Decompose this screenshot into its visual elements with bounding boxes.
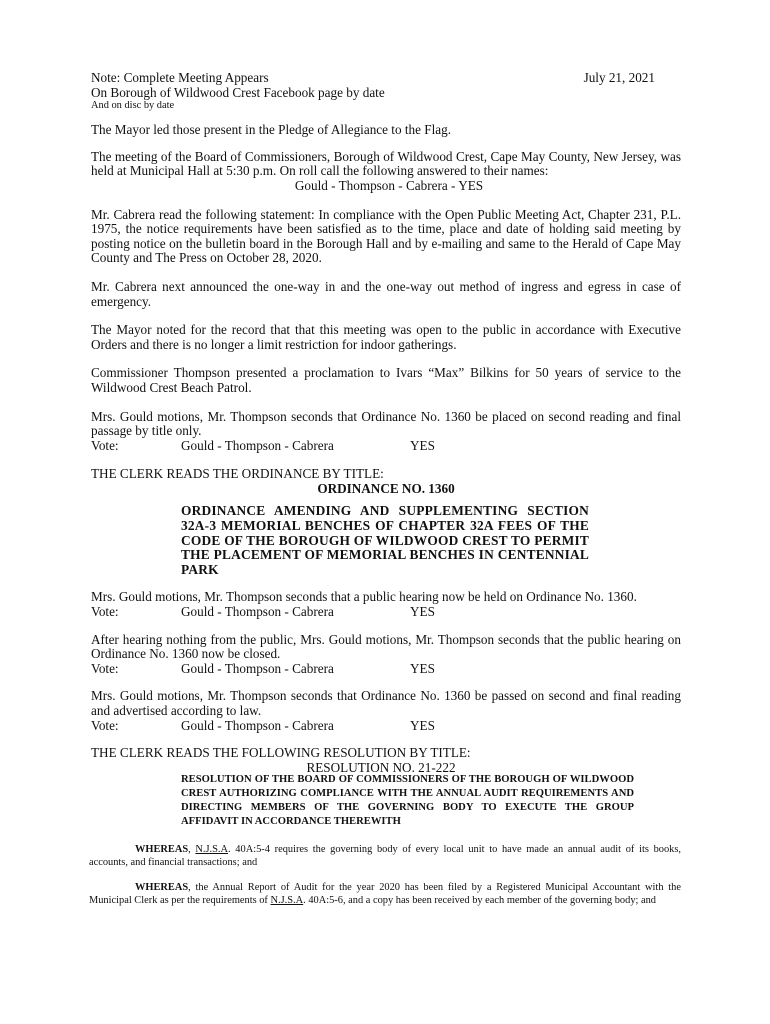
vote-label: Vote: <box>91 717 119 733</box>
header-disc-note: And on disc by date <box>91 100 175 112</box>
motion-second-reading: Mrs. Gould motions, Mr. Thompson seconds that Ordinance No. 1360 be placed on second reading and final passage by title only. <box>91 408 681 439</box>
whereas-lead: WHEREAS <box>135 881 189 893</box>
statute-citation: N.J.S.A <box>270 895 304 907</box>
vote-result: YES <box>410 660 435 676</box>
pledge-paragraph: The Mayor led those present in the Pledge of Allegiance to the Flag. <box>91 122 451 138</box>
motion-close-hearing: After hearing nothing from the public, Mrs. Gould motions, Mr. Thompson seconds that the public hearing on Ordinance No. 1360 now be closed. <box>91 631 681 662</box>
clerk-reads-resolution: THE CLERK READS THE FOLLOWING RESOLUTION BY TITLE: <box>91 745 471 761</box>
egress-paragraph: Mr. Cabrera next announced the one-way in and the one-way out method of ingress and egress in case of emergency. <box>91 278 681 309</box>
vote-names: Gould - Thompson - Cabrera <box>181 437 334 453</box>
vote-result: YES <box>410 604 435 620</box>
proclamation-paragraph: Commissioner Thompson presented a proclamation to Ivars “Max” Bilkins for 50 years of service to the Wildwood Crest Beach Patrol. <box>91 365 681 395</box>
vote-row <box>91 662 681 677</box>
resolution-title: RESOLUTION OF THE BOARD OF COMMISSIONERS OF THE BOROUGH OF WILDWOOD CREST AUTHORIZING COMPLIANCE WITH THE ANNUAL AUDIT REQUIREMENTS AND DIRECTING MEMBERS OF THE GOVERNING BODY TO EXECUTE THE GROUP AFFIDAVIT IN ACCORDANCE THEREWITH <box>181 774 634 827</box>
vote-row <box>91 605 681 620</box>
whereas-paragraph-2: WHEREAS, the Annual Report of Audit for the year 2020 has been filed by a Registered Municipal Accountant with the Municipal Clerk as per the requirements of N.J.S.A. 40A:5-6, and a copy has been received by each member of the governing body; and <box>89 881 681 907</box>
ordinance-title: ORDINANCE AMENDING AND SUPPLEMENTING SECTION 32A-3 MEMORIAL BENCHES OF CHAPTER 32A FEES OF THE CODE OF THE BOROUGH OF WILDWOOD CREST TO PERMIT THE PLACEMENT OF MEMORIAL BENCHES IN CENTENNIAL PARK <box>181 503 589 577</box>
vote-label: Vote: <box>91 437 119 453</box>
motion-final-passage: Mrs. Gould motions, Mr. Thompson seconds that Ordinance No. 1360 be passed on second and final reading and advertised according to law. <box>91 688 681 718</box>
statement-paragraph: Mr. Cabrera read the following statement: In compliance with the Open Public Meeting Act, Chapter 231, P.L. 1975, the notice requirements have been satisfied as to the time, place and date of holding said meeting by posting notice on the bulletin board in the Borough Hall and by e-mailing and same to the Herald of Cape May County and The Press on October 28, 2020. <box>91 206 681 266</box>
vote-row <box>91 439 681 454</box>
vote-names: Gould - Thompson - Cabrera <box>181 660 334 676</box>
document-page <box>91 71 681 907</box>
statute-citation: N.J.S.A <box>195 843 229 855</box>
motion-public-hearing: Mrs. Gould motions, Mr. Thompson seconds that a public hearing now be held on Ordinance No. 1360. <box>91 589 637 605</box>
header-facebook-note: On Borough of Wildwood Crest Facebook page by date <box>91 84 385 100</box>
resolution-number: RESOLUTION NO. 21-222 <box>306 759 456 775</box>
header-row <box>91 71 681 86</box>
vote-names: Gould - Thompson - Cabrera <box>181 604 334 620</box>
roll-call: Gould - Thompson - Cabrera - YES <box>294 177 484 193</box>
ordinance-number: ORDINANCE NO. 1360 <box>317 480 455 496</box>
header-note: Note: Complete Meeting Appears <box>91 70 269 85</box>
vote-label: Vote: <box>91 660 119 676</box>
whereas-lead: WHEREAS <box>135 843 189 855</box>
vote-names: Gould - Thompson - Cabrera <box>181 717 334 733</box>
vote-row <box>91 719 681 734</box>
open-public-paragraph: The Mayor noted for the record that that this meeting was open to the public in accordance with Executive Orders and there is no longer a limit restriction for indoor gatherings. <box>91 322 681 352</box>
clerk-reads-ordinance: THE CLERK READS THE ORDINANCE BY TITLE: <box>91 466 384 482</box>
vote-label: Vote: <box>91 604 119 620</box>
vote-result: YES <box>410 717 435 733</box>
meeting-paragraph: The meeting of the Board of Commissioners, Borough of Wildwood Crest, Cape May County, New Jersey, was held at Municipal Hall at 5:30 p.m. On roll call the following answered to their names: <box>91 148 681 179</box>
vote-result: YES <box>410 437 435 453</box>
whereas-paragraph-1: WHEREAS, N.J.S.A. 40A:5-4 requires the governing body of every local unit to have made an annual audit of its books, accounts, and financial transactions; and <box>89 843 681 868</box>
meeting-date: July 21, 2021 <box>583 70 655 85</box>
